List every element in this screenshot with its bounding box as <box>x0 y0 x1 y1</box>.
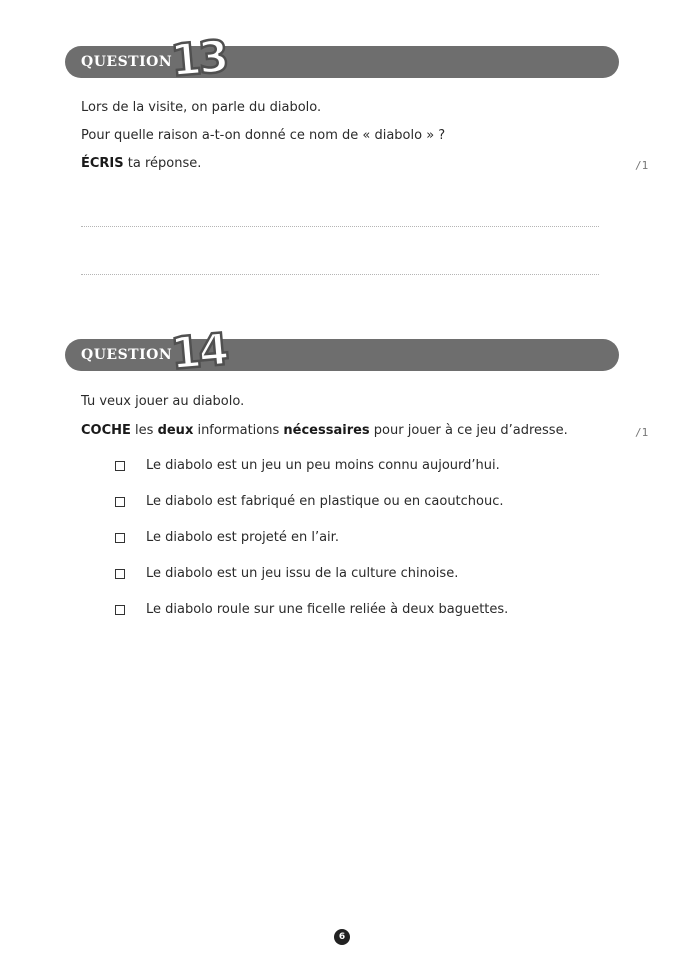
question-label: QUESTION <box>81 54 173 70</box>
q13-score: /1 <box>635 159 649 172</box>
question-13-header <box>65 31 619 87</box>
instruction-emphasis: deux <box>157 423 194 438</box>
option-label: Le diabolo est un jeu issu de la culture chinoise. <box>146 566 459 581</box>
option-label: Le diabolo est fabriqué en plastique ou en caoutchouc. <box>146 494 504 509</box>
q13-context: Lors de la visite, on parle du diabolo. <box>81 100 322 115</box>
question-number: 13 <box>168 31 229 87</box>
q13-question: Pour quelle raison a-t-on donné ce nom de « diabolo » ? <box>81 128 446 143</box>
instruction-emphasis: nécessaires <box>283 423 370 438</box>
instruction-verb: COCHE <box>81 423 131 438</box>
checkbox[interactable] <box>115 497 125 507</box>
answer-line-2[interactable] <box>81 274 599 275</box>
instruction-text: informations <box>193 423 284 438</box>
question-label: QUESTION <box>81 347 173 363</box>
q14-instruction <box>81 423 568 438</box>
instruction-text: pour jouer à ce jeu d’adresse. <box>369 423 568 438</box>
page-number: 6 <box>334 929 350 945</box>
question-number: 14 <box>168 324 229 380</box>
instruction-verb: ÉCRIS <box>81 156 124 171</box>
checkbox[interactable] <box>115 461 125 471</box>
checkbox[interactable] <box>115 605 125 615</box>
q13-instruction <box>81 156 201 171</box>
option-label: Le diabolo roule sur une ficelle reliée à deux baguettes. <box>146 602 509 617</box>
checkbox[interactable] <box>115 569 125 579</box>
q14-context: Tu veux jouer au diabolo. <box>81 394 245 409</box>
option-label: Le diabolo est projeté en l’air. <box>146 530 339 545</box>
question-14-header <box>65 324 619 380</box>
instruction-text: ta réponse. <box>123 156 202 171</box>
q14-score: /1 <box>635 426 649 439</box>
option-label: Le diabolo est un jeu un peu moins connu aujourd’hui. <box>146 458 500 473</box>
answer-line-1[interactable] <box>81 226 599 227</box>
checkbox[interactable] <box>115 533 125 543</box>
instruction-text: les <box>130 423 158 438</box>
